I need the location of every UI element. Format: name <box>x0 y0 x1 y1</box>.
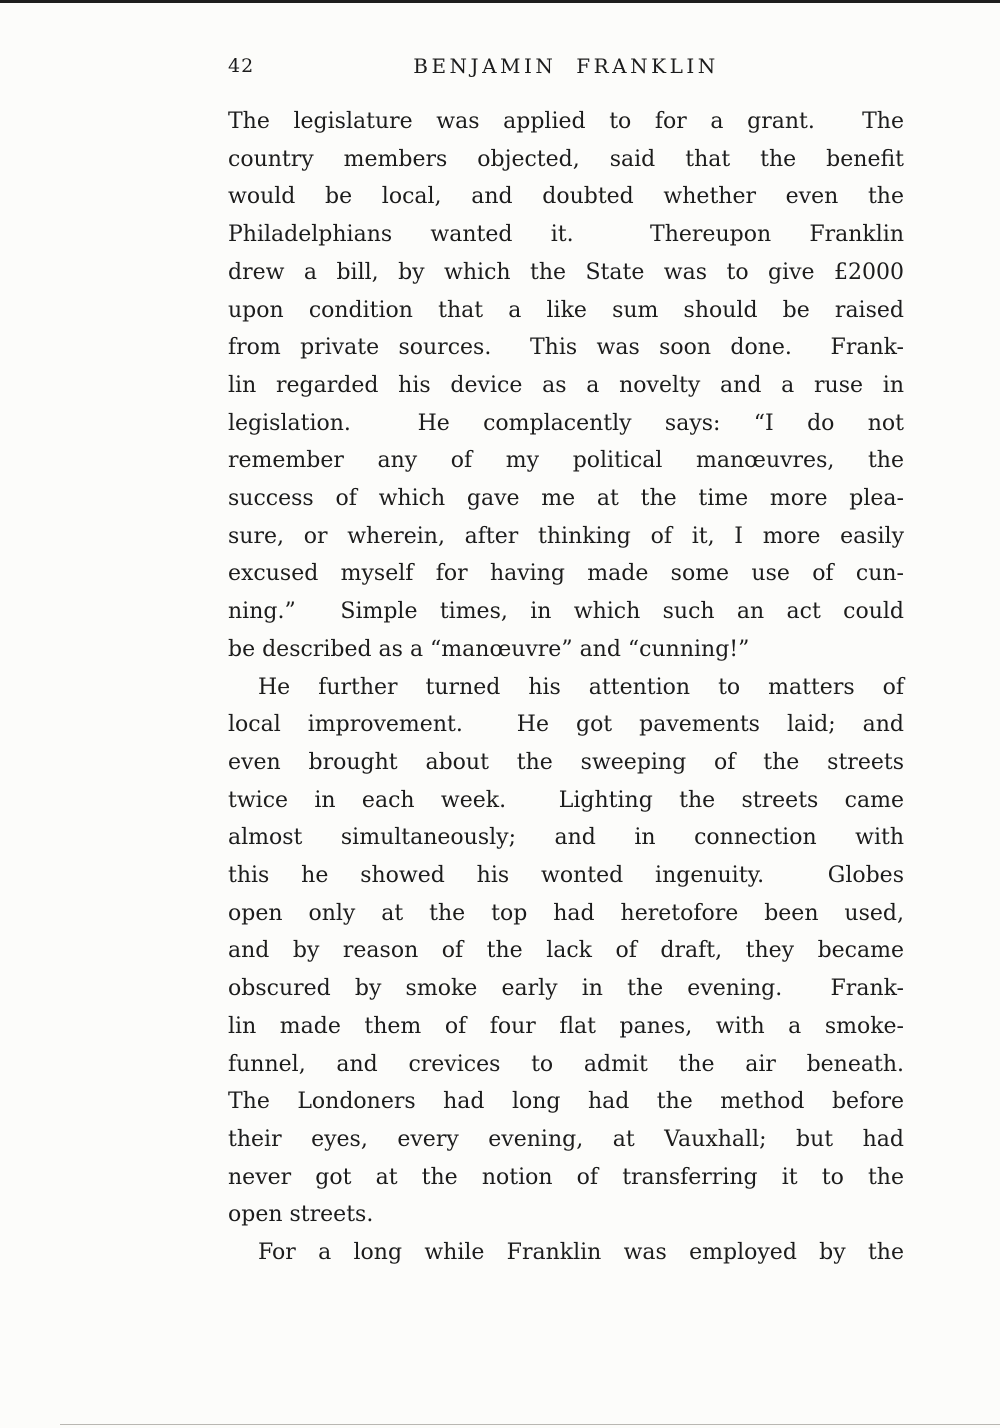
text-line: and by reason of the lack of draft, they became <box>228 938 904 964</box>
text-line: ning.” Simple times, in which such an act could <box>228 599 904 625</box>
text-line: drew a bill, by which the State was to give £2000 <box>228 259 904 285</box>
text-line: open only at the top had heretofore been used, <box>228 900 904 926</box>
text-line: this he showed his wonted ingenuity. Globes <box>228 863 904 889</box>
text-line: funnel, and crevices to admit the air beneath. <box>228 1051 904 1077</box>
text-line: obscured by smoke early in the evening. Frank- <box>228 976 904 1002</box>
text-line: upon condition that a like sum should be raised <box>228 297 904 323</box>
scan-edge-top <box>0 0 1000 3</box>
text-line: remember any of my political manœuvres, the <box>228 448 904 474</box>
running-head <box>228 54 904 78</box>
scan-edge-bottom <box>60 1424 1000 1425</box>
text-line: legislation. He complacently says: “I do not <box>228 410 904 436</box>
text-line: open streets. <box>228 1202 374 1228</box>
page-number: 42 <box>228 55 255 77</box>
text-line: For a long while Franklin was employed by the <box>258 1240 904 1266</box>
text-line: sure, or wherein, after thinking of it, I more easily <box>228 523 904 549</box>
text-line: He further turned his attention to matters of <box>258 674 904 700</box>
text-line: lin regarded his device as a novelty and a ruse in <box>228 372 904 398</box>
text-block <box>228 103 904 1272</box>
text-line: twice in each week. Lighting the streets came <box>228 787 904 813</box>
text-line: The legislature was applied to for a grant. The <box>228 109 904 134</box>
text-line: from private sources. This was soon done. Frank- <box>228 335 904 361</box>
text-line: local improvement. He got pavements laid; and <box>228 712 904 738</box>
text-line: Philadelphians wanted it. Thereupon Franklin <box>228 222 904 248</box>
text-line: excused myself for having made some use of cun- <box>228 561 904 587</box>
text-line: almost simultaneously; and in connection with <box>228 825 904 851</box>
text-line: The Londoners had long had the method before <box>228 1089 904 1115</box>
page-header-title: BENJAMIN FRANKLIN <box>413 54 719 78</box>
text-line: country members objected, said that the benefit <box>228 146 904 172</box>
text-line: lin made them of four flat panes, with a smoke- <box>228 1013 904 1039</box>
text-line: their eyes, every evening, at Vauxhall; but had <box>228 1126 904 1152</box>
text-line: be described as a “manœuvre” and “cunning!” <box>228 636 750 662</box>
text-line: never got at the notion of transferring it to the <box>228 1164 904 1190</box>
text-line: even brought about the sweeping of the streets <box>228 749 904 775</box>
text-line: success of which gave me at the time more plea- <box>228 486 904 512</box>
text-line: would be local, and doubted whether even the <box>228 184 904 210</box>
